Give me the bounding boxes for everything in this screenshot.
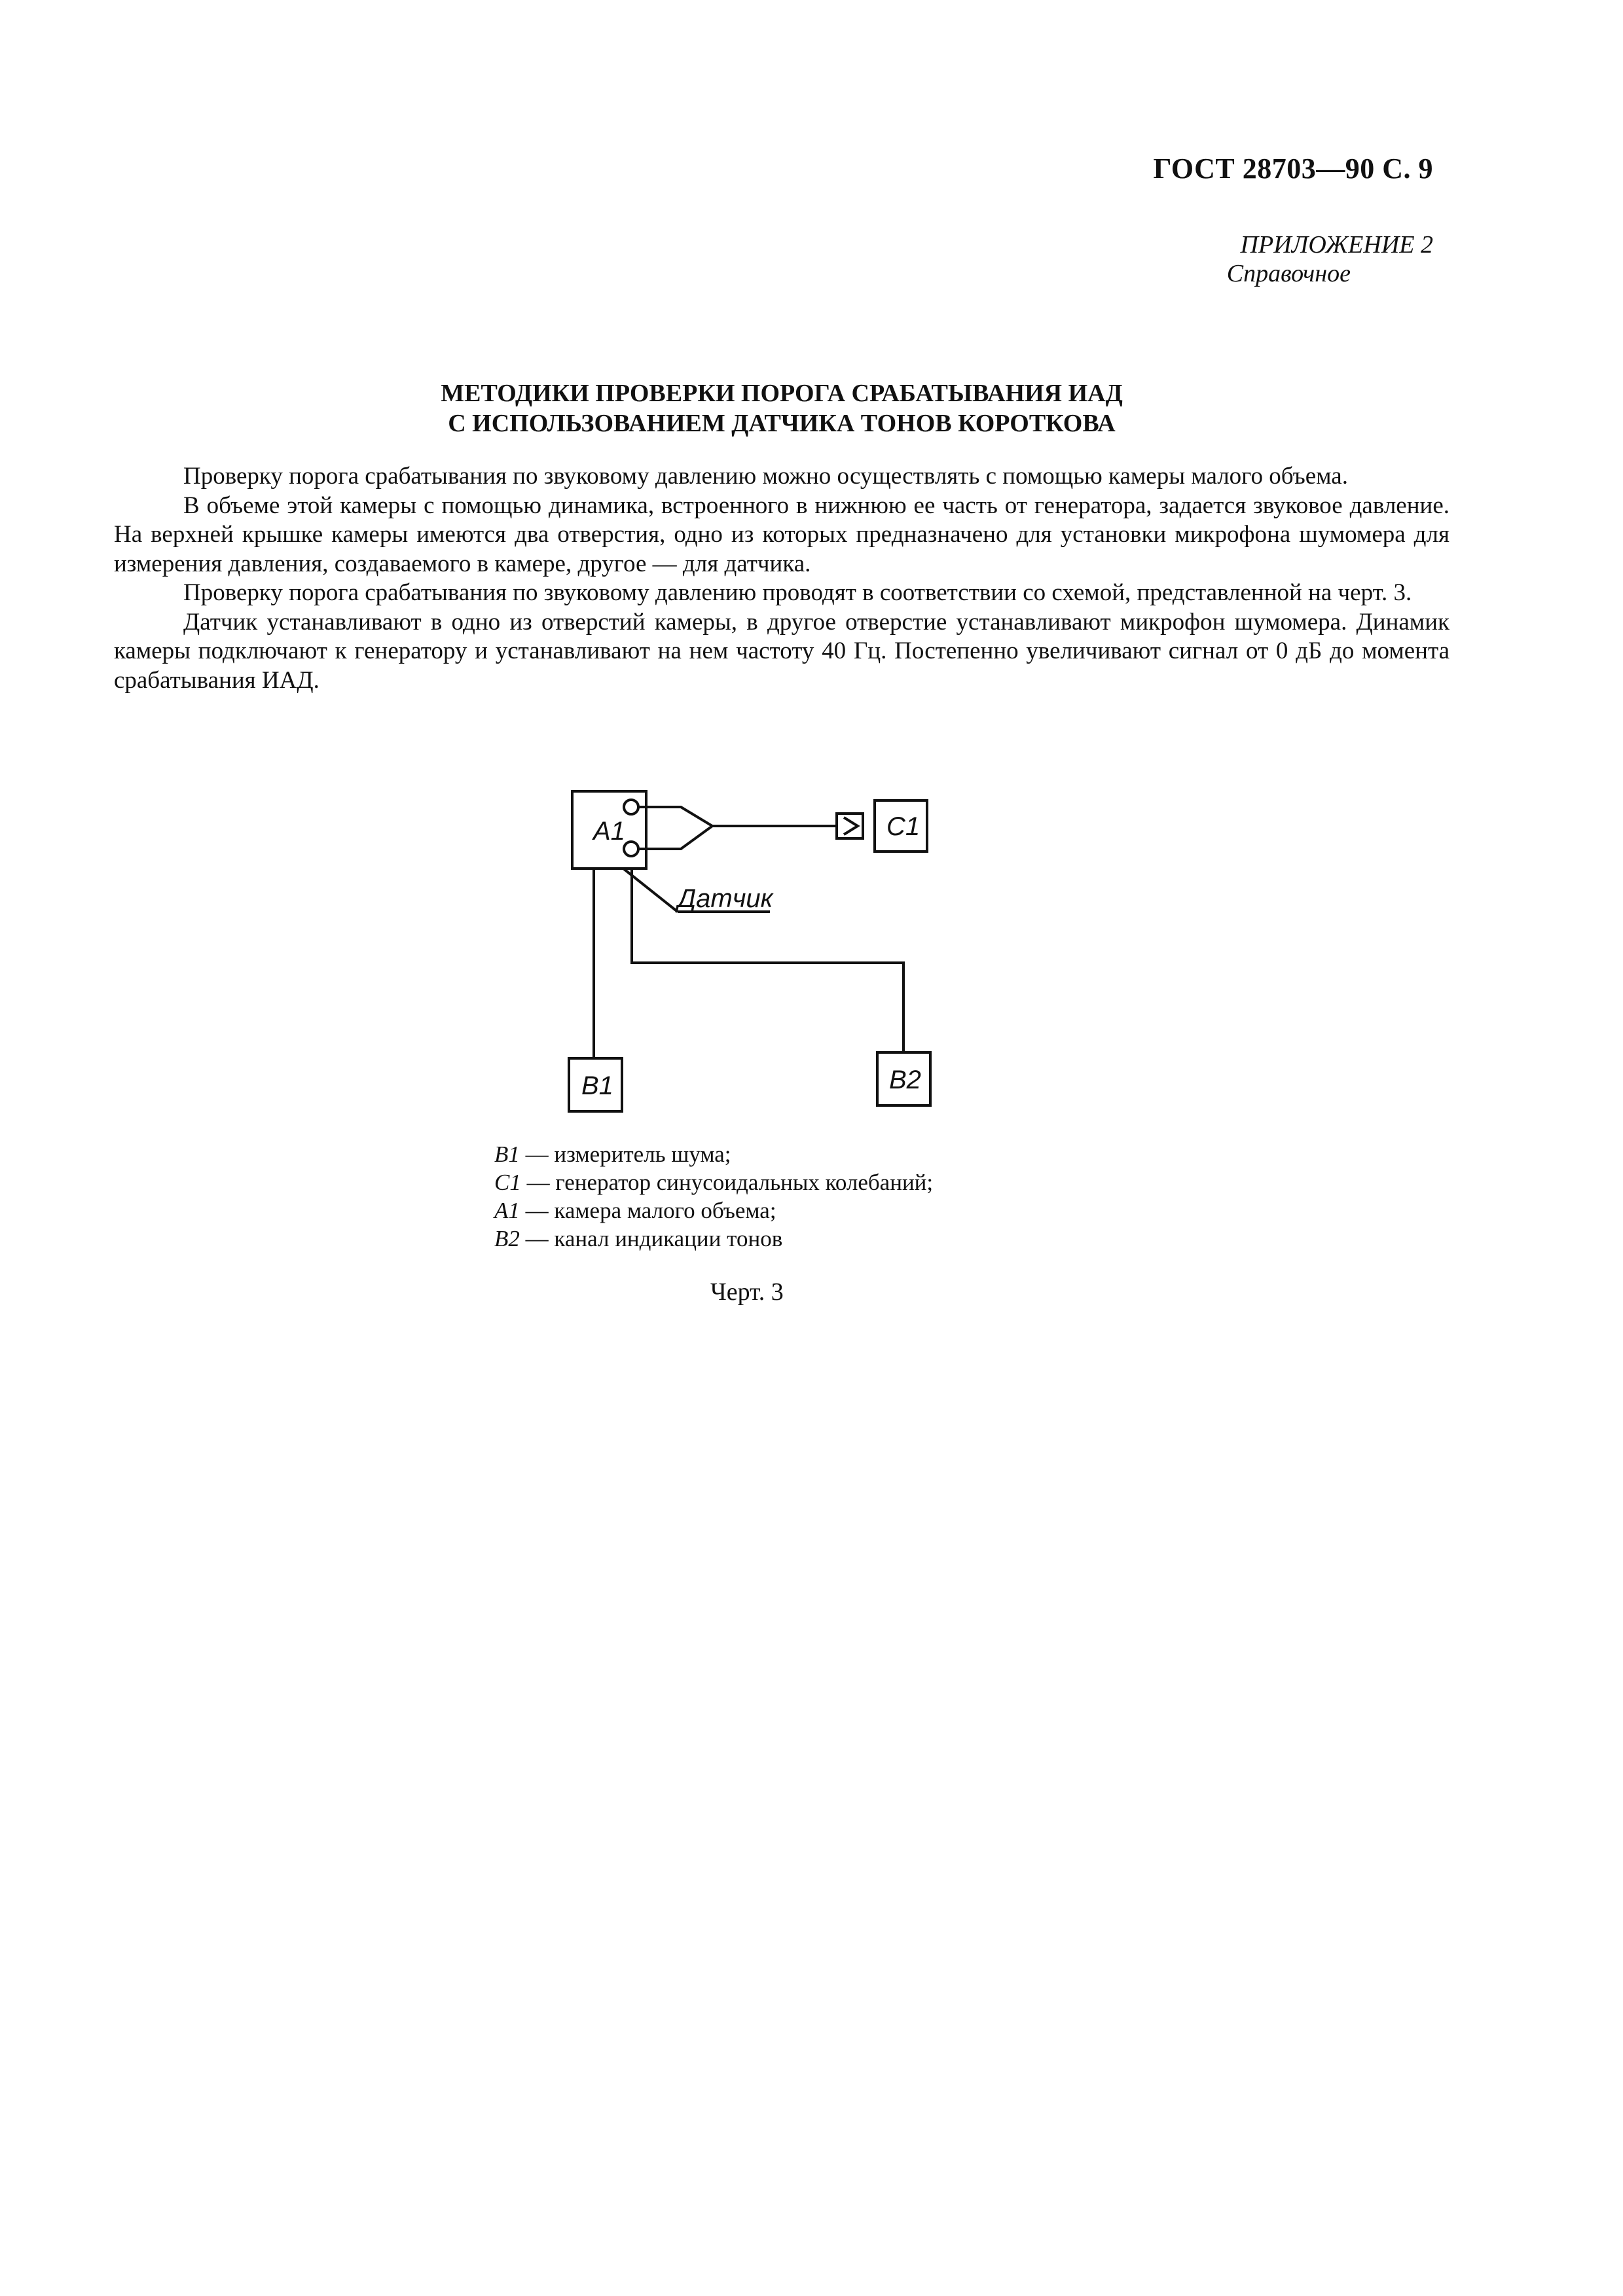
a1-label: A1 [593, 817, 625, 846]
legend-text: — генератор синусоидальных колебаний; [520, 1170, 934, 1195]
legend-code: A1 [494, 1198, 520, 1223]
a1-hole-bottom [624, 842, 638, 856]
paragraph-2: В объеме этой камеры с помощью динамика, встроенного в нижнюю ее часть от генератора, задается звуковое давление. На верхней крышке камеры имеются два отверстия, одно из которых предназначено для установки микрофона шумомера для измерения давления, создаваемого в камере, другое — для датчика. [114, 492, 1450, 577]
c1-label: C1 [886, 812, 921, 841]
appendix-subtitle: Справочное [1226, 260, 1351, 287]
appendix-block [1227, 230, 1433, 288]
legend-item-a1 [494, 1196, 933, 1225]
sensor-connector [638, 807, 712, 849]
a1-hole-top [624, 800, 638, 814]
legend-code: B1 [494, 1141, 520, 1167]
legend-text: — канал индикации тонов [519, 1226, 783, 1251]
sensor-leader-line [623, 869, 678, 912]
appendix-label: ПРИЛОЖЕНИЕ 2 [1240, 231, 1433, 259]
legend-code: B2 [494, 1226, 520, 1251]
a1-block [572, 791, 646, 869]
legend-item-c1 [494, 1168, 933, 1196]
page-header: ГОСТ 28703—90 С. 9 [1153, 152, 1433, 185]
paragraph-4: Датчик устанавливают в одно из отверстий камеры, в другое отверстие устанавливают микрофон шумомера. Динамик камеры подключают к генератору и устанавливают на нем частоту 40 Гц. Постепенно увеличивают сигнал от 0 дБ до момента срабатывания ИАД. [114, 608, 1450, 694]
section-title-line-1: МЕТОДИКИ ПРОВЕРКИ ПОРОГА СРАБАТЫВАНИЯ ИАД [441, 380, 1123, 407]
legend-item-b1 [494, 1140, 933, 1168]
section-title [114, 378, 1450, 439]
b1-block [569, 1058, 622, 1111]
paragraph-3: Проверку порога срабатывания по звуковому давлению проводят в соответствии со схемой, представленной на черт. 3. [183, 579, 1412, 606]
legend-text: — измеритель шума; [519, 1141, 731, 1167]
legend-item-b2 [494, 1225, 933, 1253]
b2-block [877, 1052, 930, 1105]
sensor-label: Датчик [678, 884, 773, 913]
c1-input-arrow [844, 817, 858, 834]
paragraph-1: Проверку порога срабатывания по звуковому давлению можно осуществлять с помощью камеры малого объема. [183, 463, 1348, 490]
line-a1-to-b2 [632, 869, 903, 1052]
diagram-legend [494, 1140, 933, 1253]
b2-label: B2 [889, 1066, 921, 1094]
legend-text: — камера малого объема; [519, 1198, 776, 1223]
figure-caption: Черт. 3 [710, 1278, 784, 1306]
b1-label: B1 [581, 1071, 613, 1100]
c1-block [875, 800, 927, 852]
legend-code: C1 [494, 1170, 521, 1195]
section-title-line-2: С ИСПОЛЬЗОВАНИЕМ ДАТЧИКА ТОНОВ КОРОТКОВА [448, 410, 1116, 437]
c1-input-symbol [837, 814, 863, 838]
body-text [114, 462, 1450, 695]
